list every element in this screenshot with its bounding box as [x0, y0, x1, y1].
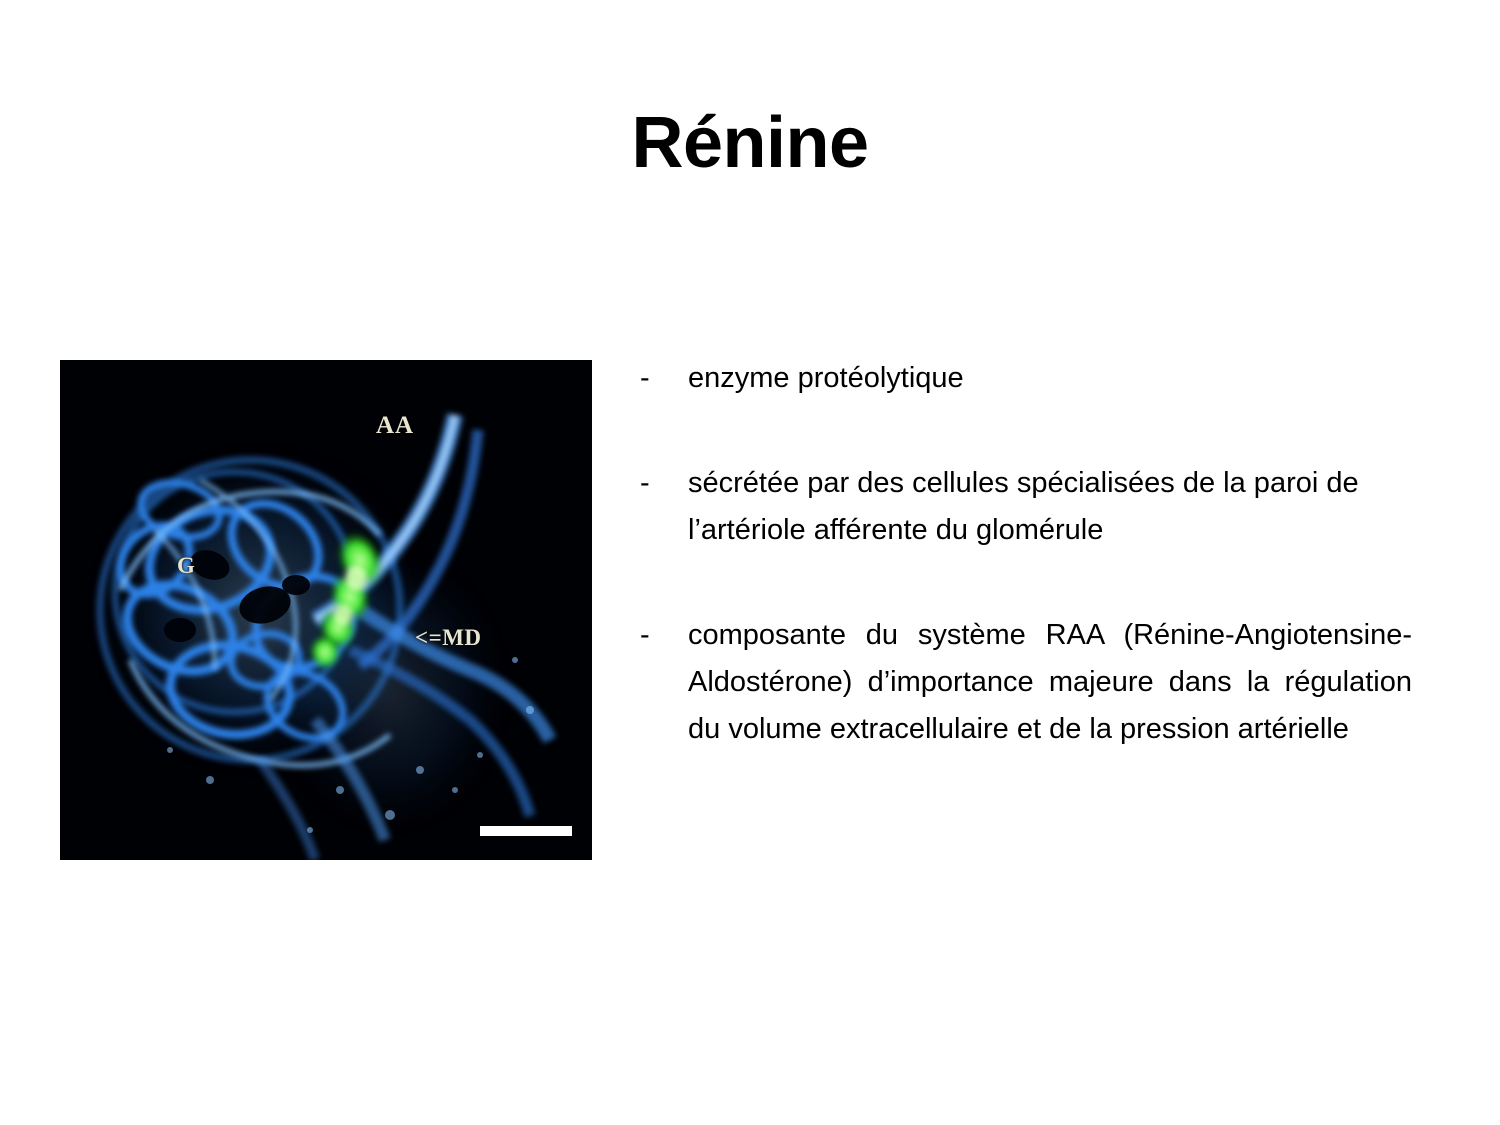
- list-item: [640, 460, 1412, 554]
- micrograph-figure: [60, 360, 592, 860]
- bullet-marker: -: [640, 466, 650, 499]
- page-title: Rénine: [631, 103, 869, 184]
- bullet-text: sécrétée par des cellules spécialisées de la paroi de l’artériole afférente du glomérule: [688, 466, 1359, 546]
- micrograph-image: [60, 360, 592, 860]
- list-item: [640, 355, 1412, 402]
- label-afferent-arteriole: AA: [376, 412, 415, 439]
- bullet-marker: -: [640, 618, 650, 651]
- bullet-list: [640, 355, 1412, 753]
- bullet-text: composante du système RAA (Rénine-Angiotensine-Aldostérone) d’importance majeure dans la régulation du volume extracellulaire et de la pression artérielle: [688, 618, 1412, 745]
- label-glomerulus: G: [177, 553, 195, 578]
- bullet-text: enzyme protéolytique: [688, 362, 964, 394]
- bullet-marker: -: [640, 362, 650, 394]
- list-item: [640, 612, 1412, 753]
- label-macula-densa: <=MD: [415, 625, 482, 650]
- scale-bar: [480, 826, 572, 836]
